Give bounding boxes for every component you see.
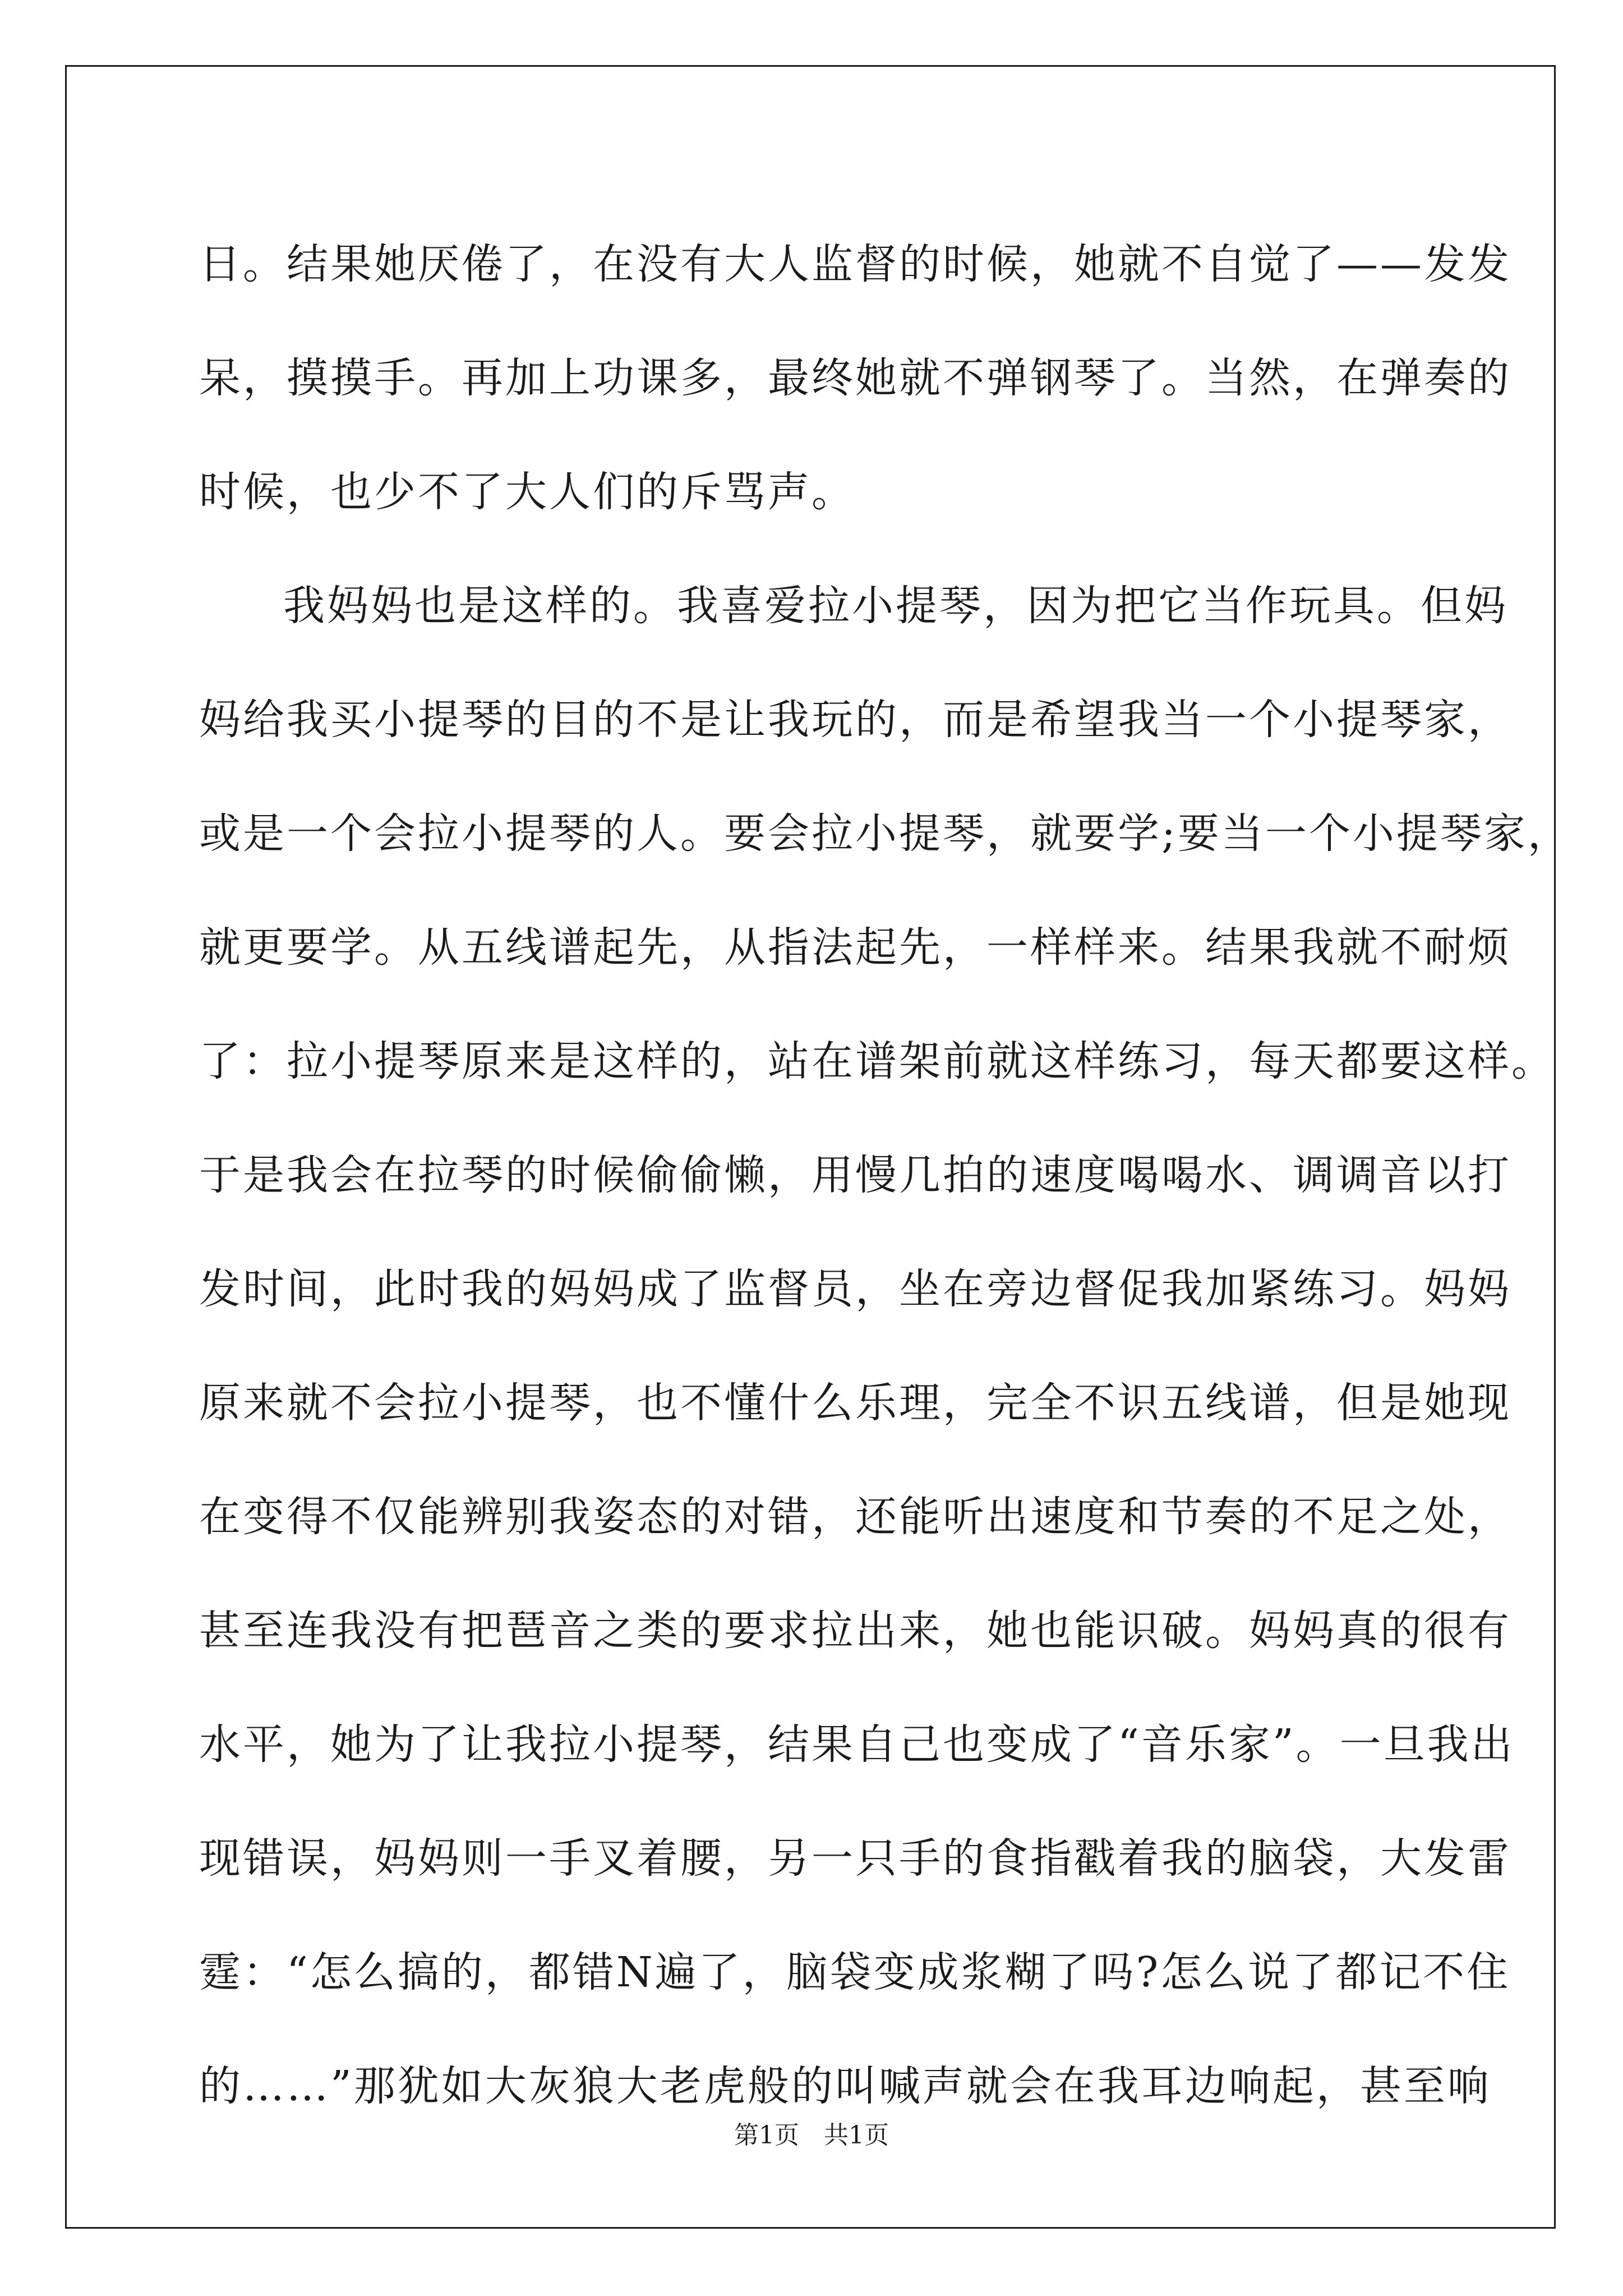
- text-line: 的……”那犹如大灰狼大老虎般的叫喊声就会在我耳边响起，甚至响: [199, 2062, 1491, 2110]
- text-line: 就更要学。从五线谱起先，从指法起先，一样样来。结果我就不耐烦: [199, 923, 1511, 972]
- page-number-footer: 第1页 共1页: [734, 2121, 889, 2150]
- paragraph-start-line: 我妈妈也是这样的。我喜爱拉小提琴，因为把它当作玩具。但妈: [283, 582, 1508, 630]
- text-line: 霆：“怎么搞的，都错N遍了，脑袋变成浆糊了吗?怎么说了都记不住: [199, 1948, 1511, 1996]
- text-line: 或是一个会拉小提琴的人。要会拉小提琴，就要学;要当一个小提琴家，: [199, 809, 1571, 858]
- text-line: 甚至连我没有把琶音之类的要求拉出来，她也能识破。妈妈真的很有: [199, 1607, 1511, 1655]
- text-line: 在变得不仅能辨别我姿态的对错，还能听出速度和节奏的不足之处，: [199, 1493, 1511, 1541]
- text-line: 日。结果她厌倦了，在没有大人监督的时候，她就不自觉了——发发: [199, 240, 1511, 288]
- text-line: 原来就不会拉小提琴，也不懂什么乐理，完全不识五线谱，但是她现: [199, 1379, 1511, 1427]
- text-line: 发时间，此时我的妈妈成了监督员，坐在旁边督促我加紧练习。妈妈: [199, 1265, 1511, 1313]
- text-line: 呆，摸摸手。再加上功课多，最终她就不弹钢琴了。当然，在弹奏的: [199, 354, 1511, 402]
- text-line: 了：拉小提琴原来是这样的，站在谱架前就这样练习，每天都要这样。: [199, 1037, 1555, 1085]
- text-line: 水平，她为了让我拉小提琴，结果自己也变成了“音乐家”。一旦我出: [199, 1720, 1515, 1769]
- text-line: 妈给我买小提琴的目的不是让我玩的，而是希望我当一个小提琴家，: [199, 696, 1511, 744]
- text-line: 时候，也少不了大人们的斥骂声。: [199, 468, 855, 516]
- document-body: [199, 208, 1571, 2143]
- text-line: 现错误，妈妈则一手叉着腰，另一只手的食指戳着我的脑袋，大发雷: [199, 1834, 1511, 1883]
- text-line: 于是我会在拉琴的时候偷偷懒，用慢几拍的速度喝喝水、调调音以打: [199, 1151, 1511, 1199]
